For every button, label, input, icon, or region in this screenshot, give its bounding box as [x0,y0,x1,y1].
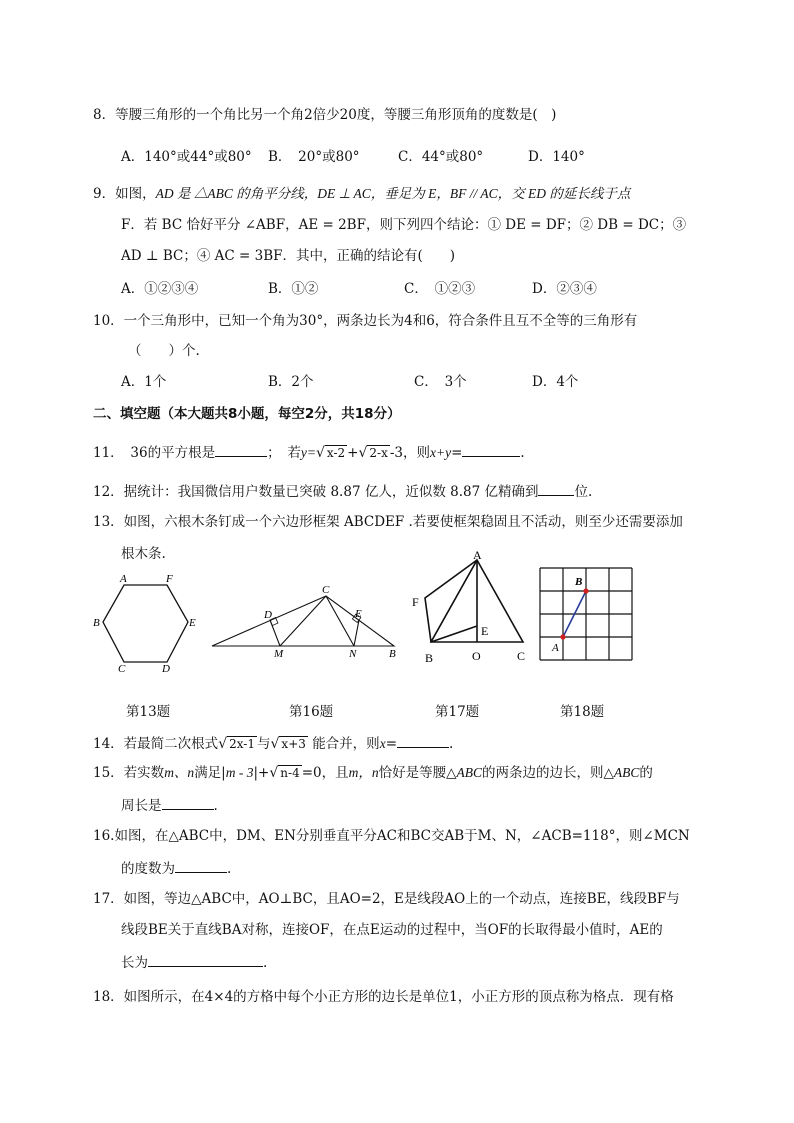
q8-option-b: B． 20°或80° [268,149,360,165]
q17-blank[interactable] [148,952,263,967]
q8-option-d: D．140° [528,149,585,165]
q15-e: 恰好是等腰△ [378,765,457,781]
fig16-label-m: M [274,648,284,660]
q14-radicand-1: 2x-1 [229,737,255,751]
q17-end: . [263,955,268,971]
q18-line1: 18．如图所示，在4×4的方格中每个小正方形的边长是单位1，小正方形的顶点称为格点．现有格 [93,989,674,1005]
q11-radicand-1: x-2 [326,446,346,460]
q12-line [93,481,592,501]
q15-mn: m、n [164,765,195,780]
q9-option-c: C． ①②③ [404,281,476,297]
q14-part-b: 能合并，则 [312,736,380,752]
q8-option-a: A．140°或44°或80° [121,149,252,165]
q11-end: . [520,445,525,461]
fig13-label-e: E [189,617,196,629]
q15-plus: |+ [253,765,270,781]
figure-13-hexagon [92,570,202,675]
q15-g: 的 [639,765,653,781]
q11-radicand-2: 2-x [369,446,388,460]
figure-16-triangle [208,580,403,660]
q14-part-a: 14．若最简二次根式 [93,736,219,752]
q14-blank[interactable] [397,733,449,748]
q9-option-a: A．①②③④ [121,281,199,297]
q16-line2-text: 的度数为 [121,861,175,877]
figure-18-grid [535,562,640,674]
fig17-label-o: O [472,649,481,663]
fig16-label-b: B [389,648,396,660]
fig17-label-c: C [517,649,526,663]
q10-option-d: D．4个 [532,374,579,390]
q17-line3-text: 长为 [121,955,148,971]
q15-end: . [213,798,218,814]
q16-line1: 16.如图，在△ABC中，DM、EN分别垂直平分AC和BC交AB于M、N，∠ACB=118°，则∠MCN [93,828,690,844]
q11-part-b: ； 若 [267,445,301,461]
q14-with: 与 [257,736,271,752]
q9-option-b: B．①② [268,281,319,297]
q15-blank[interactable] [162,795,214,810]
fig17-label-e: E [481,624,489,638]
fig13-label-f: F [166,573,173,585]
q10-option-c: C． 3个 [414,374,467,390]
caption-fig18: 第18题 [560,704,605,720]
fig16-label-c: C [322,584,330,596]
q9-option-d: D．②③④ [532,281,597,297]
q15-c: =0，且 [301,765,349,781]
q15-line1: 15．若实数m、n满足|m - 3|+√ n-4 =0，且m，n恰好是等腰△ABC的两条边的边长，则△ABC的 [93,765,653,781]
fig17-label-a: A [473,548,482,562]
q15-f: 的两条边的边长，则△ [482,765,614,781]
section2-title: 二、填空题（本大题共8小题，每空2分，共18分） [93,406,401,422]
q9-line2: F．若 BC 恰好平分 ∠ABF，AE = 2BF，则下列四个结论：① DE = DF；② DB = DC；③ [121,217,687,233]
q15-a: 15．若实数 [93,765,165,781]
q17-line1: 17．如图，等边△ABC中，AO⊥BC，且AO=2，E是线段AO上的一个动点，连接BE，线段BF与 [93,891,680,907]
q8-stem: 8．等腰三角形的一个角比另一个角2倍少20度，等腰三角形顶角的度数是( ) [93,107,557,123]
q15-radicand: n-4 [280,766,300,780]
q11-y-eq: y= [300,445,316,460]
q10-line1: 10．一个三角形中，已知一个角为30°，两条边长为4和6，符合条件且互不全等的三角形有 [93,313,638,329]
q8-option-c: C．44°或80° [398,149,484,165]
q14-line: 14．若最简二次根式√ 2x-1 与√ x+3 能合并，则x= . [93,733,453,753]
q10-line2: （ ）个. [128,343,200,359]
fig18-label-b: B [575,576,583,588]
q17-line2: 线段BE关于直线BA对称，连接OF，在点E运动的过程中，当OF的长取得最小值时，AE的 [121,922,663,938]
q9-prefix: 9．如图， [93,186,156,202]
fig17-label-b: B [425,651,434,665]
q15-d: m，n [348,765,379,780]
caption-fig13: 第13题 [126,704,171,720]
q14-radicand-2: x+3 [281,737,306,751]
q15-b: 满足| [194,765,226,781]
q14-end: . [449,736,454,752]
q17-line3 [121,952,267,972]
q13-line2: 根木条. [121,546,166,562]
q14-x: x [379,736,386,751]
caption-fig17: 第17题 [435,704,480,720]
q15-m3: m - 3 [225,765,254,780]
q9-line1 [93,185,630,203]
q9-line3: AD ⊥ BC；④ AC = 3BF．其中，正确的结论有( ) [121,248,456,264]
q10-option-b: B．2个 [268,374,314,390]
fig16-label-e: E [355,608,362,620]
figure-17-equilateral [405,548,535,668]
q15-line2 [121,795,218,815]
fig17-label-f: F [412,595,419,609]
q15-abc: ABC [456,765,483,780]
q11-blank-2[interactable] [462,442,520,457]
q9-math1: AD 是 △ABC 的角平分线，DE ⊥ AC，垂足为 E，BF // AC，交 ED 的延长线于点 [155,186,631,201]
q15-line2-text: 周长是 [121,798,162,814]
q11-part-a: 11． 36的平方根是 [93,445,216,461]
q11-line: 11． 36的平方根是 ； 若y=√ x-2 +√ 2-x -3，则x+y= . [93,442,525,462]
fig13-label-d: D [162,663,170,675]
fig13-label-b: B [93,617,100,629]
fig16-label-d: D [264,609,272,621]
fig18-label-a: A [552,642,559,654]
q12-part-a: 12．据统计：我国微信用户数量已突破 8.87 亿人，近似数 8.87 亿精确到 [93,484,539,500]
q14-eq: = [385,736,397,752]
q16-blank[interactable] [175,858,227,873]
q16-line2 [121,858,231,878]
q11-minus3: -3，则 [389,445,430,461]
q11-eq: = [451,445,463,461]
q15-abc2: ABC [613,765,640,780]
q11-blank-1[interactable] [215,442,267,457]
q12-part-b: 位. [574,484,593,500]
fig13-label-a: A [120,573,127,585]
q10-option-a: A．1个 [121,374,167,390]
q11-plus: + [347,445,359,461]
q11-xy: x+y [430,445,452,460]
q13-line1: 13．如图，六根木条钉成一个六边形框架 ABCDEF .若要使框架稳固且不活动，则至少还需要添加 [93,514,683,530]
q12-blank[interactable] [538,481,574,496]
caption-fig16: 第16题 [289,704,334,720]
fig13-label-c: C [118,663,126,675]
q16-end: . [227,861,232,877]
fig16-label-n: N [349,648,357,660]
